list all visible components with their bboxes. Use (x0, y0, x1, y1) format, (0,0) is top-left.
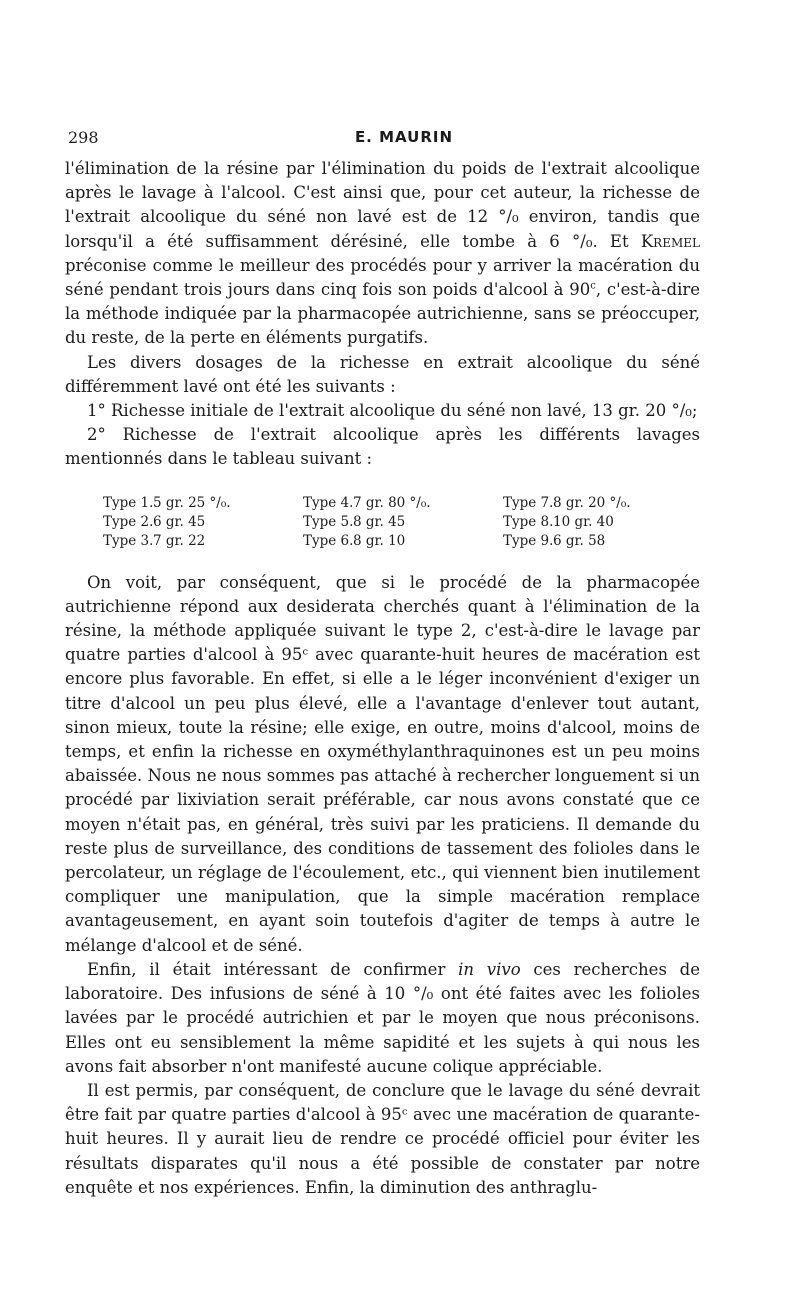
type-value: 8 gr. 10 (353, 532, 406, 549)
type-value: 8 gr. 20 °/₀. (553, 494, 631, 511)
table-cell (303, 513, 503, 532)
type-label: Type 9. (503, 532, 554, 549)
type-value: 6 gr. 58 (553, 532, 606, 549)
type-label: Type 8. (503, 513, 554, 530)
table-cell (303, 532, 503, 551)
paragraph-text: préconise comme le meilleur des procédés pour y arriver la macération du séné pendant trois jours dans cinq fois son poids d'alcool à 90 (65, 255, 700, 300)
table-cell (103, 513, 303, 532)
table-cell (503, 532, 703, 551)
paragraph-dosages: Les divers dosages de la richesse en extrait alcoolique du séné différemment lavé ont été les suivants : (65, 352, 700, 396)
results-table (103, 494, 700, 551)
running-head: E. MAURIN (354, 128, 454, 146)
page-body (65, 157, 700, 1200)
type-value: 7 gr. 80 °/₀. (353, 494, 431, 511)
page-number: 298 (68, 128, 99, 147)
table-cell (103, 494, 303, 513)
type-value: 10 gr. 40 (553, 513, 614, 530)
type-label: Type 3. (103, 532, 154, 549)
type-label: Type 1. (103, 494, 154, 511)
table-cell (303, 494, 503, 513)
type-label: Type 4. (303, 494, 354, 511)
type-label: Type 6. (303, 532, 354, 549)
italic-in-vivo: in vivo (458, 959, 521, 979)
paragraph-final: Il est permis, par conséquent, de conclure que le lavage du séné devrait être fait par quatre parties d'alcool à 95ᶜ avec une macération de quarante-huit heures. Il y aurait lieu de rendre ce procédé officiel pour éviter les résultats disparates qu'il nous a été possible de constater par notre enquête et nos expériences. Enfin, la diminution des anthraglu- (65, 1080, 700, 1197)
paragraph-item-1: 1° Richesse initiale de l'extrait alcoolique du séné non lavé, 13 gr. 20 °/₀; (87, 401, 698, 421)
type-label: Type 2. (103, 513, 154, 530)
type-value: 7 gr. 22 (153, 532, 206, 549)
type-value: 8 gr. 45 (353, 513, 406, 530)
paragraph-text: ces recherches de laboratoire. Des infusions de séné à 10 °/₀ ont été faites avec les folioles lavées par le procédé autrichien et par le moyen que nous préconisons. Elles ont eu sensiblement la même sapidité et les sujets à qui nous les avons fait absorber n'ont manifesté aucune colique appréciable. (65, 959, 700, 1076)
degree-superscript: c (590, 280, 596, 292)
table-cell (103, 532, 303, 551)
type-label: Type 5. (303, 513, 354, 530)
paragraph-conclusion-method: On voit, par conséquent, que si le procédé de la pharmacopée autrichienne répond aux desiderata cherchés quant à l'élimination de la résine, la méthode appliquée suivant le type 2, c'est-à-dire le lavage par quatre parties d'alcool à 95ᶜ avec quarante-huit heures de macération est encore plus favorable. En effet, si elle a le léger inconvénient d'exiger un titre d'alcool un peu plus élevé, elle a l'avantage d'enlever tout autant, sinon mieux, toute la résine; elle exige, en outre, moins d'alcool, moins de temps, et enfin la richesse en oxyméthylanthraquinones est un peu moins abaissée. Nous ne nous sommes pas attaché à rechercher longuement si un procédé par lixiviation serait préférable, car nous avons constaté que ce moyen n'était pas, en général, très suivi par les praticiens. Il demande du reste plus de surveillance, des conditions de tassement des folioles dans le percolateur, un réglage de l'écoulement, etc., qui viennent bien inutilement compliquer une manipulation, que la simple macération remplace avantageusement, en ayant soin toutefois d'agiter de temps à autre le mélange d'alcool et de séné. (65, 572, 700, 955)
paragraph-item-2: 2° Richesse de l'extrait alcoolique après les différents lavages mentionnés dans le tableau suivant : (65, 425, 700, 469)
page-header (68, 128, 740, 152)
table-cell (503, 513, 703, 532)
type-value: 5 gr. 25 °/₀. (153, 494, 231, 511)
paragraph-text: , c'est-à-dire la méthode indiquée par la pharmacopée autrichienne, sans se préoccuper, du reste, de la perte en éléments purgatifs. (65, 280, 700, 348)
table-cell (503, 494, 703, 513)
paragraph-in-vivo (65, 958, 700, 1079)
paragraph-text: l'élimination de la résine par l'élimination du poids de l'extrait alcoolique après le lavage à l'alcool. C'est ainsi que, pour cet auteur, la richesse de l'extrait alcoolique du séné non lavé est de 12 °/₀ environ, tandis que lorsqu'il a été suffisamment dérésiné, elle tombe à 6 °/₀. Et (65, 159, 700, 251)
type-label: Type 7. (503, 494, 554, 511)
paragraph-text: Enfin, il était intéressant de confirmer (87, 959, 446, 979)
paragraph-continued (65, 157, 700, 351)
author-name: Kremel (640, 231, 700, 251)
type-value: 6 gr. 45 (153, 513, 206, 530)
